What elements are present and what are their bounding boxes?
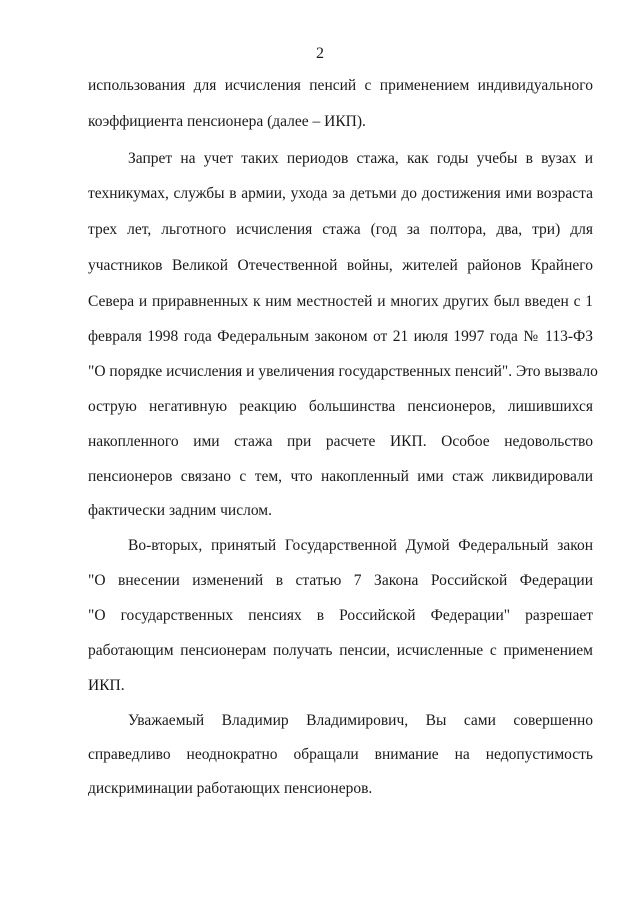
text-line: участников Великой Отечественной войны, жителей районов Крайнего xyxy=(88,257,593,274)
text-line: Запрет на учет таких периодов стажа, как годы учебы в вузах и xyxy=(128,150,593,167)
text-line: ИКП. xyxy=(88,677,125,694)
text-line: техникумах, службы в армии, ухода за детьми до достижения ими возраста xyxy=(88,185,593,202)
text-line: использования для исчисления пенсий с применением индивидуального xyxy=(88,77,593,94)
text-line: трех лет, льготного исчисления стажа (год за полтора, два, три) для xyxy=(88,221,593,238)
text-line: "О государственных пенсиях в Российской Федерации" разрешает xyxy=(88,607,593,624)
text-line: февраля 1998 года Федеральным законом от 21 июля 1997 года № 113-ФЗ xyxy=(88,328,593,345)
text-line: работающим пенсионерам получать пенсии, исчисленные с применением xyxy=(88,642,593,659)
text-line: накопленного ими стажа при расчете ИКП. Особое недовольство xyxy=(88,433,593,450)
page-number: 2 xyxy=(316,45,324,62)
text-line: коэффициента пенсионера (далее – ИКП). xyxy=(88,113,366,130)
text-line: острую негативную реакцию большинства пенсионеров, лишившихся xyxy=(88,398,593,415)
text-line: справедливо неоднократно обращали внимание на недопустимость xyxy=(88,746,593,763)
text-line: Уважаемый Владимир Владимирович, Вы сами совершенно xyxy=(128,712,593,729)
text-line: "О порядке исчисления и увеличения государственных пенсий". Это вызвало xyxy=(88,363,598,380)
text-line: пенсионеров связано с тем, что накопленный ими стаж ликвидировали xyxy=(88,468,593,485)
text-line: дискриминации работающих пенсионеров. xyxy=(88,780,373,797)
text-line: Во-вторых, принятый Государственной Думой Федеральный закон xyxy=(128,537,593,554)
text-line: фактически задним числом. xyxy=(88,502,272,519)
text-line: Севера и приравненных к ним местностей и многих других был введен с 1 xyxy=(88,293,593,310)
text-line: "О внесении изменений в статью 7 Закона Российской Федерации xyxy=(88,572,593,589)
